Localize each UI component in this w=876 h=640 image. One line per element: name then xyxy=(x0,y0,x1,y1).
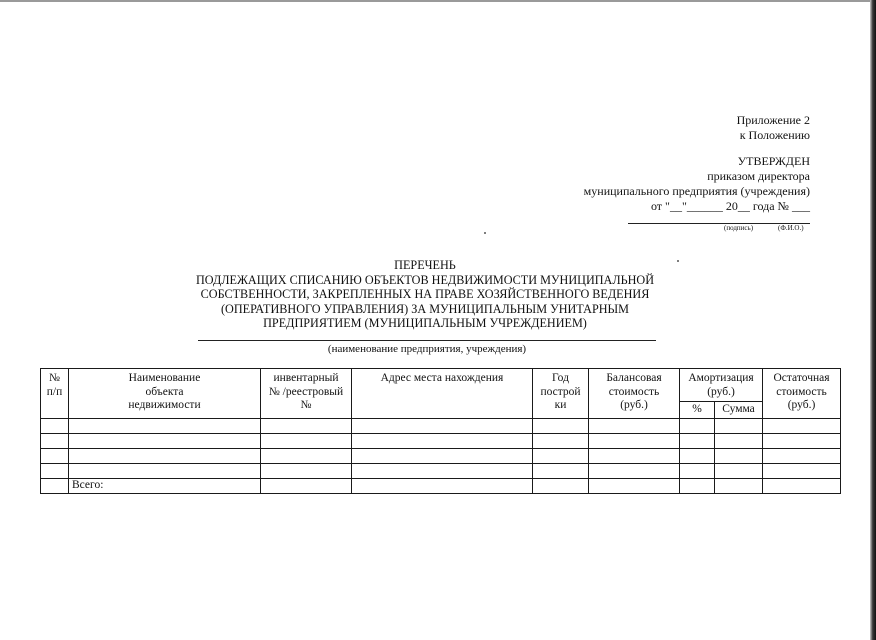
col-header-text: Балансовая стоимость (руб.) xyxy=(606,372,662,411)
table-cell xyxy=(680,463,715,478)
table-cell xyxy=(352,433,533,448)
title-line: ПОДЛЕЖАЩИХ СПИСАНИЮ ОБЪЕКТОВ НЕДВИЖИМОСТИ МУНИЦИПАЛЬНОЙ xyxy=(195,272,655,287)
table-cell xyxy=(763,448,841,463)
table-cell xyxy=(69,448,261,463)
table-cell xyxy=(261,478,352,493)
document-title xyxy=(150,258,700,331)
col-header-balance xyxy=(589,369,680,419)
col-header-amortization xyxy=(680,369,763,402)
fio-label: (Ф.И.О.) xyxy=(778,224,804,232)
appendix-block xyxy=(737,113,810,143)
table-row xyxy=(41,433,841,448)
approval-line: муниципального предприятия (учреждения) xyxy=(583,184,810,198)
col-header-text: Остаточная стоимость (руб.) xyxy=(773,372,830,411)
table-cell xyxy=(680,418,715,433)
signature-label: (подпись) xyxy=(724,224,754,232)
title-line: (ОПЕРАТИВНОГО УПРАВЛЕНИЯ) ЗА МУНИЦИПАЛЬНЫМ УНИТАРНЫМ xyxy=(220,301,629,316)
approval-block xyxy=(584,154,810,214)
title-line: ПЕРЕЧЕНЬ xyxy=(394,258,456,272)
table-cell xyxy=(352,463,533,478)
appendix-line: к Положению xyxy=(739,128,810,142)
table-cell xyxy=(589,418,680,433)
table-cell xyxy=(715,433,763,448)
title-line: ПРЕДПРИЯТИЕМ (МУНИЦИПАЛЬНЫМ УЧРЕЖДЕНИЕМ) xyxy=(263,316,587,331)
table-cell xyxy=(589,478,680,493)
table-cell xyxy=(69,418,261,433)
table-cell xyxy=(533,478,589,493)
table-cell xyxy=(533,463,589,478)
table-header-row xyxy=(41,369,841,402)
total-label: Всего: xyxy=(69,478,261,493)
col-header-year xyxy=(533,369,589,419)
table-total-row xyxy=(41,478,841,493)
table-cell xyxy=(763,463,841,478)
table-row xyxy=(41,418,841,433)
table-cell xyxy=(763,418,841,433)
table-cell xyxy=(41,478,69,493)
objects-table xyxy=(40,368,841,494)
title-line: СОБСТВЕННОСТИ, ЗАКРЕПЛЕННЫХ НА ПРАВЕ ХОЗЯЙСТВЕННОГО ВЕДЕНИЯ xyxy=(200,287,650,302)
col-header-text: Сумма xyxy=(722,403,755,415)
table-cell xyxy=(715,463,763,478)
col-header-amortization-percent xyxy=(680,402,715,419)
col-header-number xyxy=(41,369,69,419)
table-cell xyxy=(680,448,715,463)
table-cell xyxy=(41,463,69,478)
approval-line: приказом директора xyxy=(707,169,810,183)
scan-edge-right xyxy=(870,0,876,640)
table-cell xyxy=(41,433,69,448)
table-cell xyxy=(715,418,763,433)
col-header-address xyxy=(352,369,533,419)
col-header-inventory xyxy=(261,369,352,419)
table-cell xyxy=(69,433,261,448)
scan-edge-top xyxy=(0,0,876,2)
table-cell xyxy=(533,448,589,463)
table-cell xyxy=(763,433,841,448)
table-cell xyxy=(352,448,533,463)
approval-line: от "__"______ 20__ года № ___ xyxy=(650,199,810,213)
table-cell xyxy=(533,433,589,448)
table-cell xyxy=(261,433,352,448)
table-cell xyxy=(261,448,352,463)
scan-speck xyxy=(484,232,486,234)
table-cell xyxy=(680,478,715,493)
table-cell xyxy=(261,463,352,478)
col-header-name xyxy=(69,369,261,419)
appendix-line: Приложение 2 xyxy=(736,113,810,127)
col-header-text: Адрес места нахождения xyxy=(380,372,504,384)
table-row xyxy=(41,463,841,478)
table-cell xyxy=(352,418,533,433)
col-header-text: % xyxy=(692,403,702,415)
col-header-text: Наименование объекта недвижимости xyxy=(128,372,201,411)
table-cell xyxy=(69,463,261,478)
organization-line xyxy=(198,340,656,341)
col-header-text: инвентарный № /реестровый № xyxy=(268,372,344,411)
table-cell xyxy=(763,478,841,493)
table-cell xyxy=(715,478,763,493)
table-row xyxy=(41,448,841,463)
organization-label: (наименование предприятия, учреждения) xyxy=(327,343,527,355)
table-cell xyxy=(715,448,763,463)
col-header-text: № п/п xyxy=(46,372,63,398)
table-cell xyxy=(589,448,680,463)
col-header-residual xyxy=(763,369,841,419)
table-cell xyxy=(41,448,69,463)
approval-line: УТВЕРЖДЕН xyxy=(737,154,810,168)
col-header-text: Год построй ки xyxy=(540,372,581,411)
table-cell xyxy=(680,433,715,448)
col-header-amortization-sum xyxy=(715,402,763,419)
table-cell xyxy=(41,418,69,433)
table-cell xyxy=(261,418,352,433)
table-cell xyxy=(589,433,680,448)
col-header-text: Амортизация (руб.) xyxy=(688,372,754,398)
table-cell xyxy=(533,418,589,433)
table-cell xyxy=(589,463,680,478)
table-cell xyxy=(352,478,533,493)
